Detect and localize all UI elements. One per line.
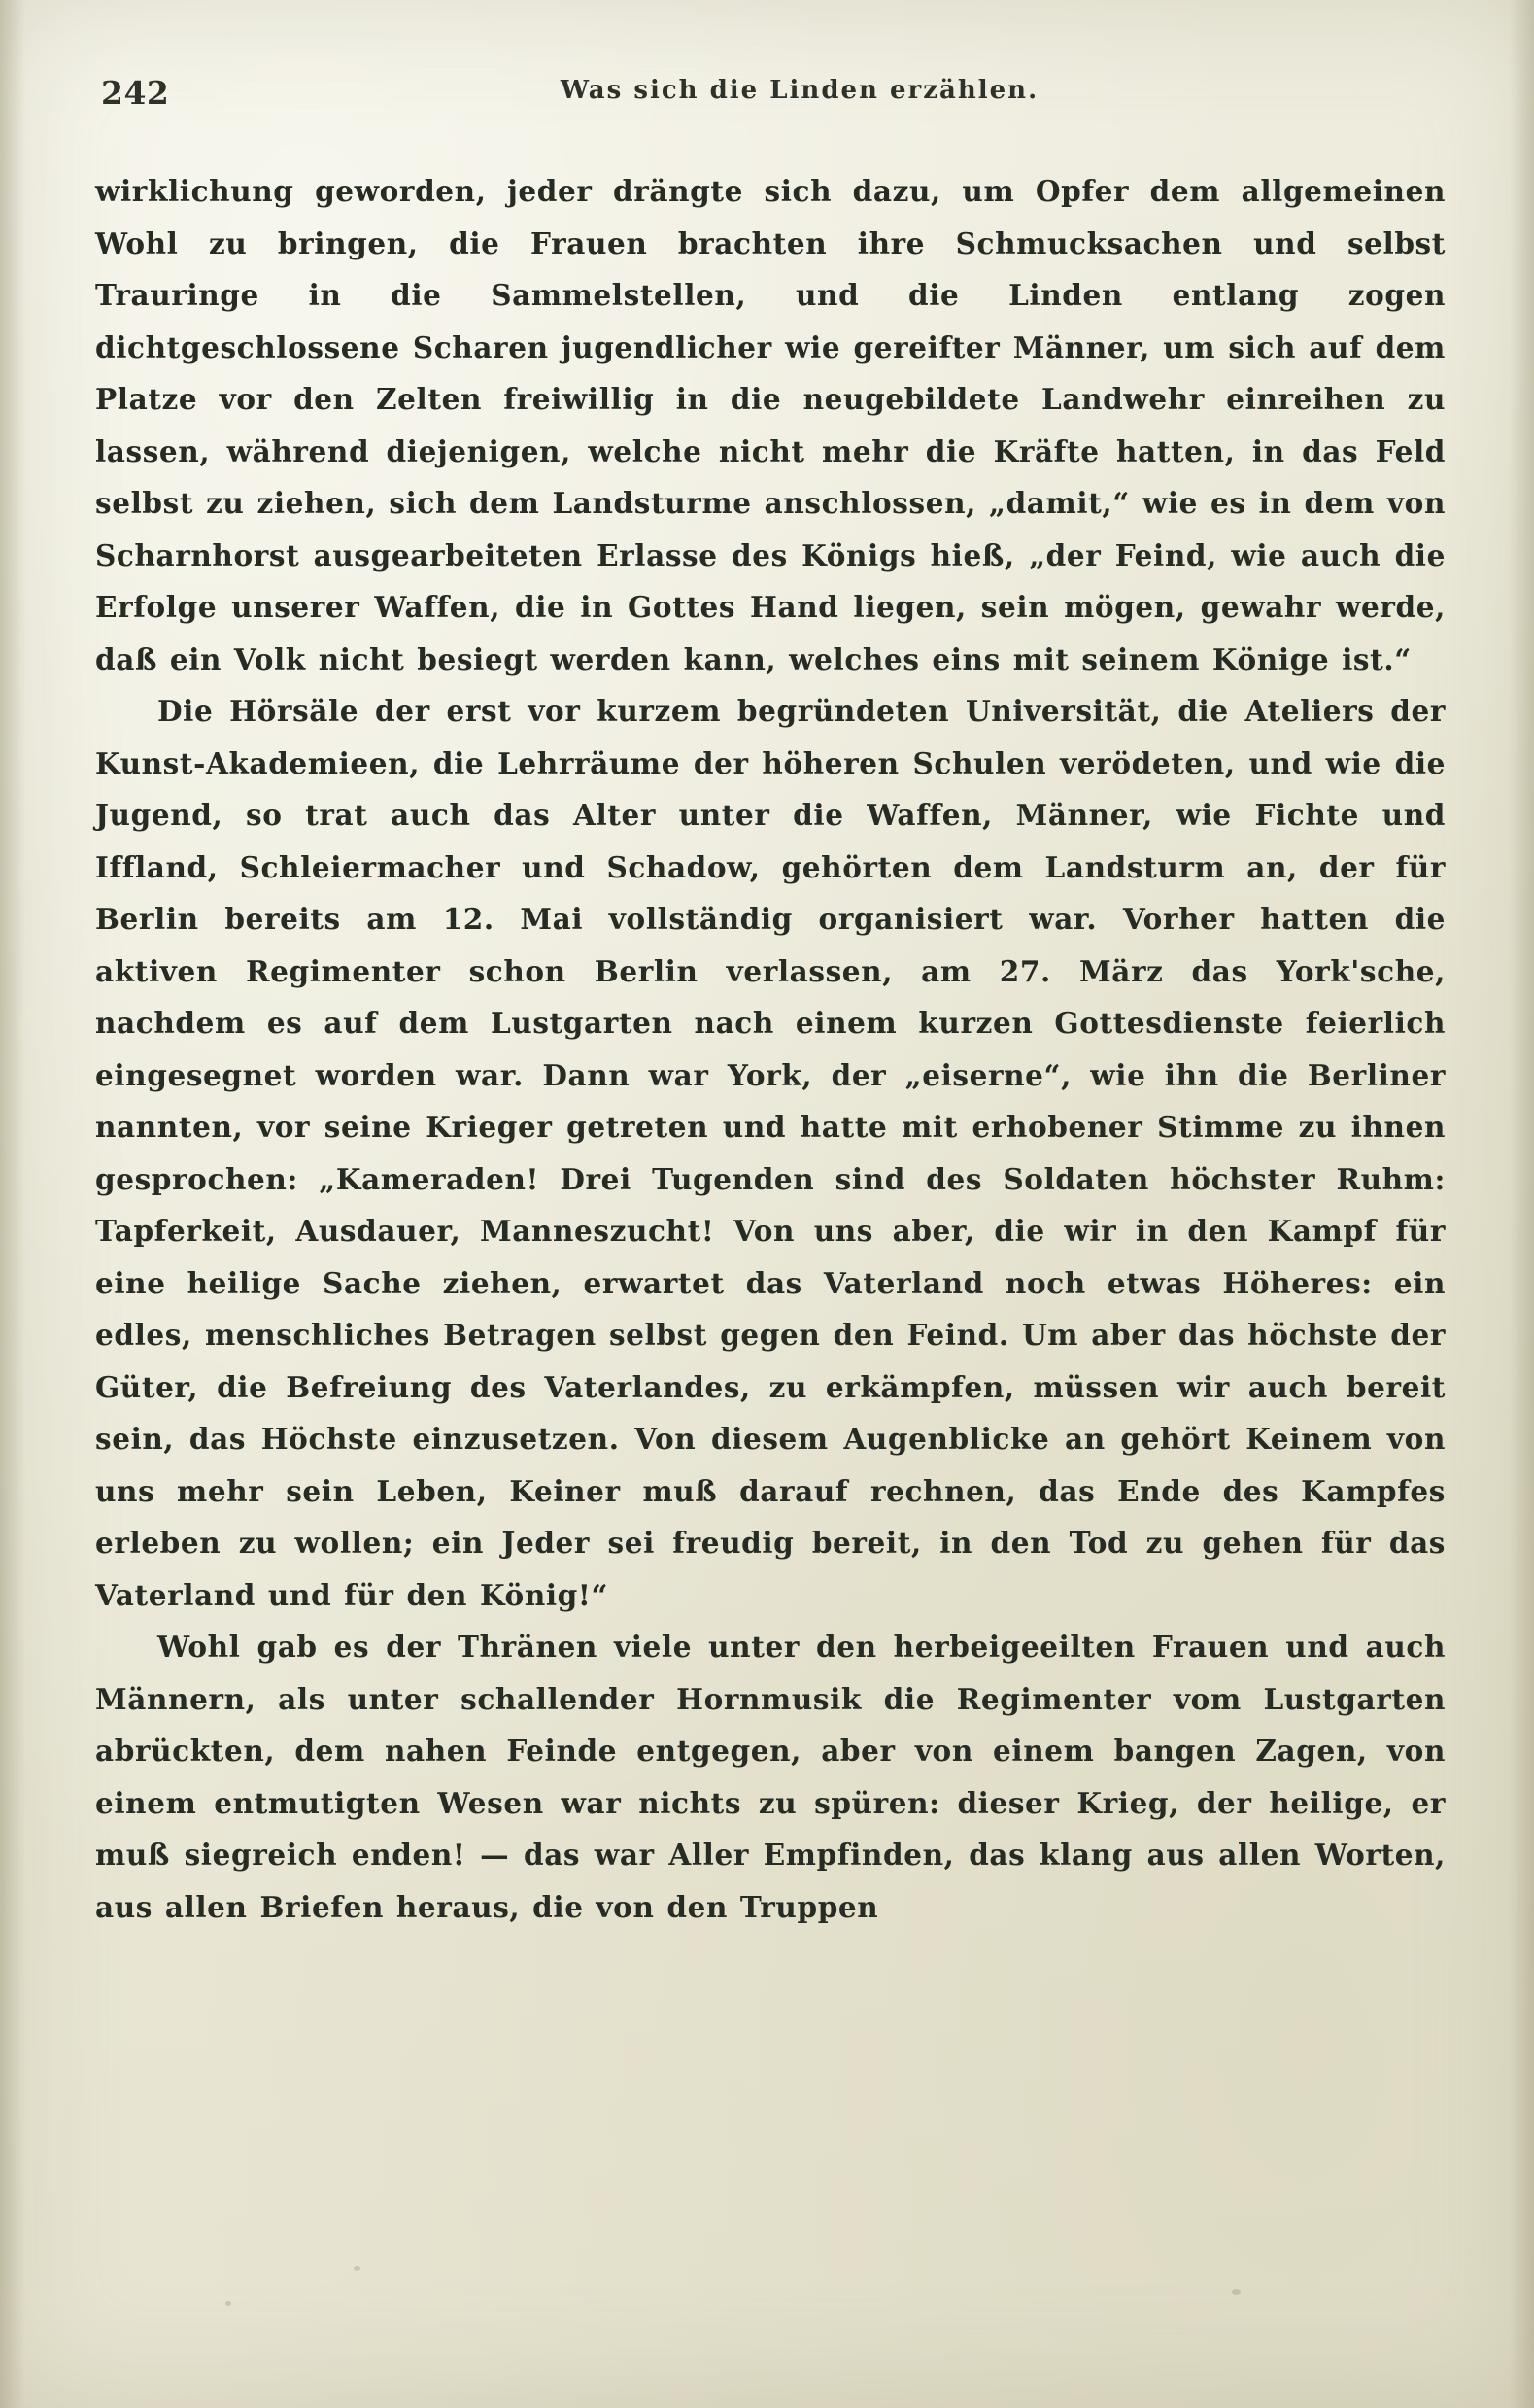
paragraph: wirklichung geworden, jeder drängte sich dazu, um Opfer dem allgemeinen Wohl zu bringen, die Frauen brachten ihre Schmucksachen und selbst Trauringe in die Sammelstellen, und die Linden entlang zogen dichtgeschlossene Scharen jugendlicher wie gereifter Männer, um sich auf dem Platze vor den Zelten freiwillig in die neugebildete Landwehr einreihen zu lassen, während diejenigen, welche nicht mehr die Kräfte hatten, in das Feld selbst zu ziehen, sich dem Landsturme anschlossen, „damit,“ wie es in dem von Scharnhorst ausgearbeiteten Erlasse des Königs hieß, „der Feind, wie auch die Erfolge unserer Waffen, die in Gottes Hand liegen, sein mögen, gewahr werde, daß ein Volk nicht besiegt werden kann, welches eins mit seinem Könige ist.“ bbox=[95, 174, 1446, 676]
page-header bbox=[95, 68, 1446, 122]
paragraph: Die Hörsäle der erst vor kurzem begründeten Universität, die Ateliers der Kunst-Akademieen, die Lehrräume der höheren Schulen verödeten, und wie die Jugend, so trat auch das Alter unter die Waffen, Männer, wie Fichte und Iffland, Schleiermacher und Schadow, gehörten dem Landsturm an, der für Berlin bereits am 12. Mai vollständig organisiert war. Vorher hatten die aktiven Regimenter schon Berlin verlassen, am 27. März das York'sche, nachdem es auf dem Lustgarten nach einem kurzen Gottesdienste feierlich eingesegnet worden war. Dann war York, der „eiserne“, wie ihn die Berliner nannten, vor seine Krieger getreten und hatte mit erhobener Stimme zu ihnen gesprochen: „Kameraden! Drei Tugenden sind des Soldaten höchster Ruhm: Tapferkeit, Ausdauer, Manneszucht! Von uns aber, die wir in den Kampf für eine heilige Sache ziehen, erwartet das Vaterland noch etwas Höheres: ein edles, menschliches Betragen selbst gegen den Feind. Um aber das höchste der Güter, die Befreiung des Vaterlandes, zu erkämpfen, müssen wir auch bereit sein, das Höchste einzusetzen. Von diesem Augenblicke an gehört Keinem von uns mehr sein Leben, Keiner muß darauf rechnen, das Ende des Kampfes erleben zu wollen; ein Jeder sei freudig bereit, in den Tod zu gehen für das Vaterland und für den König!“ bbox=[95, 694, 1446, 1612]
paper-speck bbox=[1232, 2289, 1241, 2295]
paper-speck bbox=[225, 2301, 231, 2306]
running-head: Was sich die Linden erzählen. bbox=[560, 76, 1040, 105]
page-number: 242 bbox=[101, 74, 170, 112]
paper-speck bbox=[354, 2266, 360, 2271]
page-edge-shadow-right bbox=[1509, 0, 1534, 2408]
page-edge-shadow-left bbox=[0, 0, 25, 2408]
page-body bbox=[95, 165, 1446, 1933]
paragraph: Wohl gab es der Thränen viele unter den herbeigeeilten Frauen und auch Männern, als unter schallender Hornmusik die Regimenter vom Lustgarten abrückten, dem nahen Feinde entgegen, aber von einem bangen Zagen, von einem entmutigten Wesen war nichts zu spüren: dieser Krieg, der heilige, er muß siegreich enden! — das war Aller Empfinden, das klang aus allen Worten, aus allen Briefen heraus, die von den Truppen bbox=[95, 1630, 1446, 1924]
page-text-block bbox=[95, 68, 1446, 1933]
